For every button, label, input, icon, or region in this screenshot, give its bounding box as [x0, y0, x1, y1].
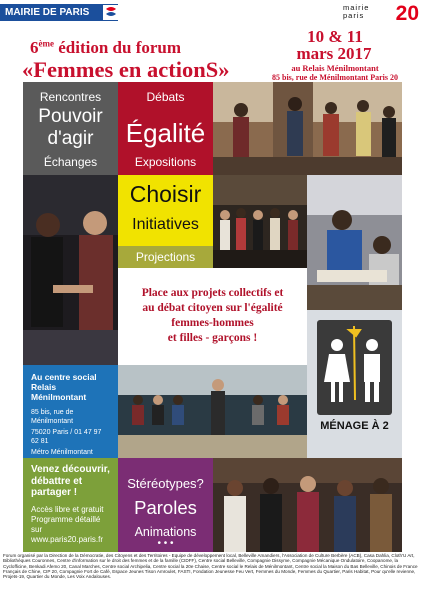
paris-logo-icon [103, 5, 119, 20]
program-url[interactable]: www.paris20.paris.fr [31, 535, 104, 544]
event-month-year: mars 2017 [296, 44, 372, 63]
tile-yellow-main: Choisir [129, 181, 202, 207]
tile-egalite [118, 82, 213, 175]
tile-red-top: Débats [146, 90, 185, 104]
white-line-3: femmes-hommes [171, 317, 254, 329]
edition-number: 6 [30, 38, 39, 57]
tile-grey-top: Rencontres [39, 90, 102, 104]
photo-two-women-talking [23, 175, 118, 365]
arrondissement-number: 20 [395, 2, 419, 25]
tile-red-bottom: Expositions [134, 155, 197, 169]
tile-projets-collectifs [118, 268, 307, 365]
program-text: Programme détaillé sur [31, 515, 101, 534]
tile-centre-social [23, 365, 118, 458]
tile-red-main: Égalité [125, 118, 206, 148]
forum-name: «Femmes en actionS» [22, 57, 230, 82]
venez-heading: Venez découvrir, débattre et partager ! [31, 464, 110, 498]
photo-workshop-table [307, 175, 402, 310]
tile-grey-bottom: Échanges [43, 155, 98, 169]
mairie-de-paris-label: MAIRIE DE PARIS [5, 7, 90, 18]
photo-women-group [213, 458, 402, 552]
centre-heading: Au centre social Relais Ménilmontant [31, 372, 97, 402]
menage-a-2-label: MÉNAGE À 2 [320, 420, 389, 432]
photo-dance-group [213, 82, 402, 175]
menage-a-2-sign [307, 310, 402, 458]
centre-metro: Métro Ménilmontant [31, 449, 93, 456]
tile-purple-bottom: Animations [134, 525, 197, 539]
white-line-2: au débat citoyen sur l'égalité [142, 302, 283, 314]
tile-venez-decouvrir [23, 458, 118, 552]
access-text: Accès libre et gratuit [31, 504, 104, 514]
event-days: 10 & 11 [307, 27, 363, 46]
tile-purple-dots: • • • [157, 538, 174, 549]
footer-credits: Forum organisé par la Direction de la Démocratie, des Citoyens et des Territoires - Equipe de développement local, Belleville Amandiers, l'Association de Culture Berbère (ACB), Casa Dahlia, Cloth'U Art, Bibliothèques Couronnes, Centre d'information sur le droit des femmes et de la famille (CIDFF), Centre social Belleville, Compagnie Dissyme, Compagnie Mécanique Ondulatoire, Coopanome, la Cyclofficine, Benkadi Afemo 20, Canal Marches, Centre social Archipelia, Centre social la 20e Chaise, Centre social le Relais de Ménilmontant, Centre social la Maison du Bas Belleville, Chinois de France Français de Chine, CIP 20, Compagnie Fort de Café, Espace Jeunes Tison Amroulet, FASTI, Fondation Jeunesse Feu Vert, Femmes du Monde, Femmes du Quartier, Paris Habitat, Pour qu'elle revienne, Projets-19, Quartier du Monde, Les Voix Andalouses. [3, 553, 418, 580]
tile-grey-main: Pouvoir d'agir [38, 106, 103, 149]
edition-title [30, 38, 220, 58]
centre-address-1: 85 bis, rue de Ménilmontant [31, 409, 74, 425]
tile-purple-top: Stéréotypes? [127, 476, 204, 491]
centre-address-2: 75020 Paris / 01 47 97 62 81 [31, 429, 102, 445]
mairie-20-logo [343, 4, 421, 26]
tile-purple-main: Paroles [134, 497, 197, 518]
event-venue: au Relais Ménilmontant [291, 63, 379, 73]
restroom-sign-icon [307, 310, 402, 458]
photo-debate-circle [118, 365, 307, 458]
white-line-4: et filles - garçons ! [167, 332, 258, 344]
paris-label: paris [343, 11, 365, 20]
tile-paroles [118, 458, 213, 552]
edition-text: édition du forum [54, 38, 182, 57]
edition-suffix: ème [38, 38, 54, 49]
tile-pouvoir-d-agir [23, 82, 118, 175]
mairie-label: mairie [343, 3, 370, 12]
photo-group-standing [213, 175, 307, 268]
tile-projections: Projections [118, 246, 213, 268]
white-line-1: Place aux projets collectifs et [141, 287, 284, 299]
event-address: 85 bis, rue de Ménilmontant Paris 20 [272, 73, 398, 82]
mairie-de-paris-banner [0, 4, 118, 21]
tile-yellow-sub: Initiatives [132, 216, 199, 233]
